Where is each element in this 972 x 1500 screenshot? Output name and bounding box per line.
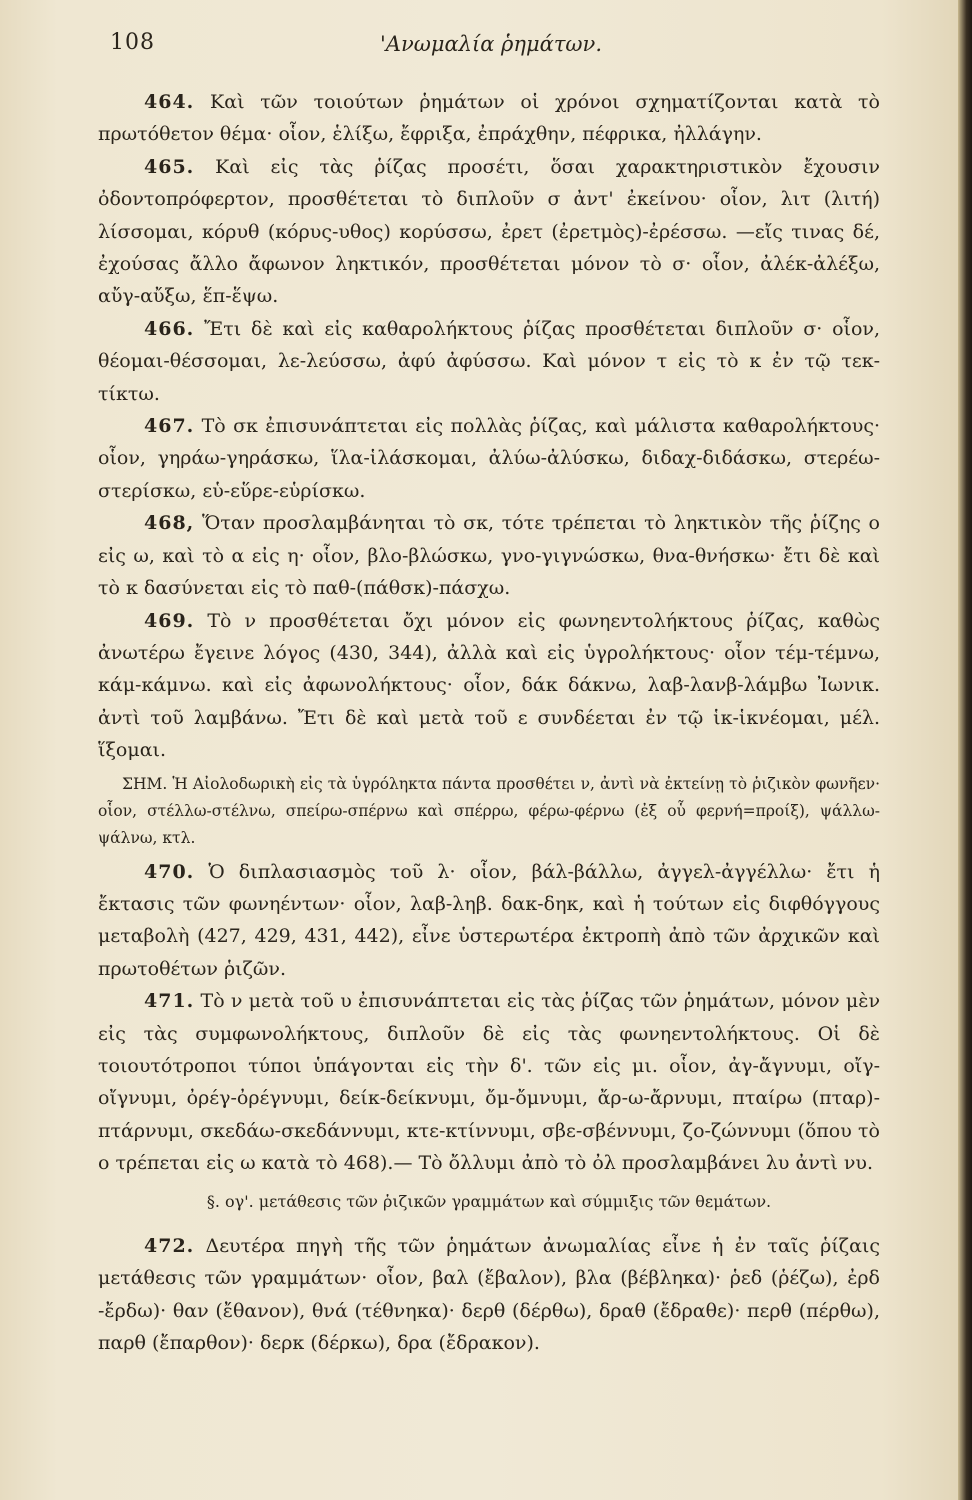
running-title: 'Ανωμαλία ῥημάτων. xyxy=(380,32,602,56)
paragraph-number: 469. xyxy=(144,609,195,632)
paragraph-472 xyxy=(98,1230,880,1360)
note-label: ΣΗΜ. xyxy=(122,774,168,793)
paragraph-467 xyxy=(98,410,880,507)
paragraph-number: 466. xyxy=(144,317,195,340)
paragraph-468 xyxy=(98,507,880,604)
paragraph-465 xyxy=(98,151,880,313)
paragraph-466 xyxy=(98,313,880,410)
paragraph-469 xyxy=(98,605,880,767)
note xyxy=(98,771,880,852)
paragraph-number: 472. xyxy=(144,1235,195,1257)
paragraph-470 xyxy=(98,856,880,986)
paragraph-number: 471. xyxy=(144,990,195,1013)
paragraph-text: Τὸ ν προσθέτεται ὄχι μόνον εἰς φωνηεντολήκτους ῥίζας, καθὼς ἀνωτέρω ἔγεινε λόγος (430, 344), ἀλλὰ καὶ εἰς ὑγρολήκτους· οἷον τέμ-τέμνω, κάμ-κάμνω. καὶ εἰς ἀφωνολήκτους· οἷον, δάκ δάκνω, λαβ-λανβ-λάμβω Ἰωνικ. ἀντὶ τοῦ λαμβάνω. Ἔτι δὲ καὶ μετὰ τοῦ ε συνδέεται ἐν τῷ ἱκ-ἱκνέομαι, μέλ. ἵξομαι. xyxy=(98,609,880,762)
paragraph-text: Καὶ τῶν τοιούτων ῥημάτων οἱ χρόνοι σχηματίζονται κατὰ τὸ πρωτόθετον θέμα· οἷον, ἑλίξω, ἔφριξα, ἐπράχθην, πέφρικα, ἠλλάγην. xyxy=(98,91,880,146)
paragraph-number: 467. xyxy=(144,415,195,438)
paragraph-text: Δευτέρα πηγὴ τῆς τῶν ῥημάτων ἀνωμαλίας εἶνε ἡ ἐν ταῖς ῥίζαις μετάθεσις τῶν γραμμάτων· οἷον, βαλ (ἔβαλον), βλα (βέβληκα)· ῥεδ (ῥέζω), ἐρδ -ἔρδω)· θαν (ἔθανον), θνά (τέθνηκα)· δερθ (δέρθω), δραθ (ἔδραθε)· περθ (πέρθω), παρθ (ἔπαρθον)· δερκ (δέρκω), δρα (ἔδρακον). xyxy=(98,1235,880,1355)
paragraph-text: Ὅταν προσλαμβάνηται τὸ σκ, τότε τρέπεται τὸ ληκτικὸν τῆς ῥίζης ο εἰς ω, καὶ τὸ α εἰς η· οἷον, βλο-βλώσκω, γνο-γιγνώσκω, θνα-θνήσκω· ἔτι δὲ καὶ τὸ κ δασύνεται εἰς τὸ παθ-(πάθσκ)-πάσχω. xyxy=(98,512,880,600)
paragraph-text: Τὸ ν μετὰ τοῦ υ ἐπισυνάπτεται εἰς τὰς ῥίζας τῶν ῥημάτων, μόνον μὲν εἰς τὰς συμφωνολήκτους, διπλοῦν δὲ εἰς τὰς φωνηεντολήκτους. Οἱ δὲ τοιουτότροποι τύποι ὑπάγονται εἰς τὴν δ'. τῶν εἰς μι. οἷον, ἀγ-ἄγνυμι, οἴγ-οἴγνυμι, ὀρέγ-ὀρέγνυμι, δείκ-δείκνυμι, ὄμ-ὄμνυμι, ἄρ-ω-ἄρνυμι, πταίρω (πταρ)-πτάρνυμι, σκεδάω-σκεδάννυμι, κτε-κτίννυμι, σβε-σβέννυμι, ζο-ζώννυμι (ὅπου τὸ ο τρέπεται εἰς ω κατὰ τὸ 468).— Τὸ ὄλλυμι ἀπὸ τὸ ὀλ προσλαμβάνει λυ ἀντὶ νυ. xyxy=(98,990,880,1175)
paragraph-471 xyxy=(98,985,880,1179)
paragraph-number: 470. xyxy=(144,860,195,883)
page-number: 108 xyxy=(110,30,155,55)
page-header xyxy=(110,30,890,70)
paragraph-text: Ἔτι δὲ καὶ εἰς καθαρολήκτους ῥίζας προσθέτεται διπλοῦν σ· οἷον, θέομαι-θέσσομαι, λε-λεύσσω, ἀφύ ἀφύσσω. Καὶ μόνον τ εἰς τὸ κ ἐν τῷ τεκ-τίκτω. xyxy=(98,317,880,405)
paragraph-number: 464. xyxy=(144,91,195,113)
section-heading: §. ογ'. μετάθεσις τῶν ῥιζικῶν γραμμάτων καὶ σύμμιξις τῶν θεμάτων. xyxy=(206,1191,772,1211)
paragraph-text: Καὶ εἰς τὰς ῥίζας προσέτι, ὅσαι χαρακτηριστικὸν ἔχουσιν ὀδοντοπρόφερτον, προσθέτεται τὸ διπλοῦν σ ἀντ' ἐκείνου· οἷον, λιτ (λιτή) λίσσομαι, κόρυθ (κόρυς-υθος) κορύσσω, ἐρετ (ἐρετμὸς)-ἐρέσσω. —εἴς τινας δέ, ἐχούσας ἄλλο ἄφωνον ληκτικόν, προσθέτεται μόνον τὸ σ· οἷον, ἀλέκ-ἀλέξω, αὔγ-αὔξω, ἕπ-ἕψω. xyxy=(98,155,880,308)
paragraph-number: 465. xyxy=(144,155,195,178)
paragraph-number: 468, xyxy=(144,512,195,535)
paragraph-464 xyxy=(98,86,880,151)
note-text: Ἡ Αἰολοδωρικὴ εἰς τὰ ὑγρόληκτα πάντα προσθέτει ν, ἀντὶ νὰ ἐκτείνῃ τὸ ῥιζικὸν φωνῆεν· οἷον, στέλλω-στέλνω, σπείρω-σπέρνω καὶ σπέρρω, φέρω-φέρνω (ἐξ οὗ φερνή=προίξ), ψάλλω-ψάλνω, κτλ. xyxy=(98,774,880,847)
paragraph-text: Ὁ διπλασιασμὸς τοῦ λ· οἷον, βάλ-βάλλω, ἀγγελ-ἀγγέλλω· ἔτι ἡ ἔκτασις τῶν φωνηέντων· οἷον, λαβ-ληβ. δακ-δηκ, καὶ ἡ τούτων εἰς διφθόγγους μεταβολὴ (427, 429, 431, 442), εἶνε ὑστερωτέρα ἐκτροπὴ ἀπὸ τῶν ἀρχικῶν καὶ πρωτοθέτων ῥιζῶν. xyxy=(98,860,880,980)
page-edge xyxy=(958,0,972,1500)
body-text xyxy=(98,86,880,1360)
paragraph-text: Τὸ σκ ἐπισυνάπτεται εἰς πολλὰς ῥίζας, καὶ μάλιστα καθαρολήκτους· οἷον, γηράω-γηράσκω, ἵλα-ἱλάσκομαι, ἀλύω-ἀλύσκω, διδαχ-διδάσκω, στερέω-στερίσκω, εὑ-εὕρε-εὑρίσκω. xyxy=(98,415,880,502)
